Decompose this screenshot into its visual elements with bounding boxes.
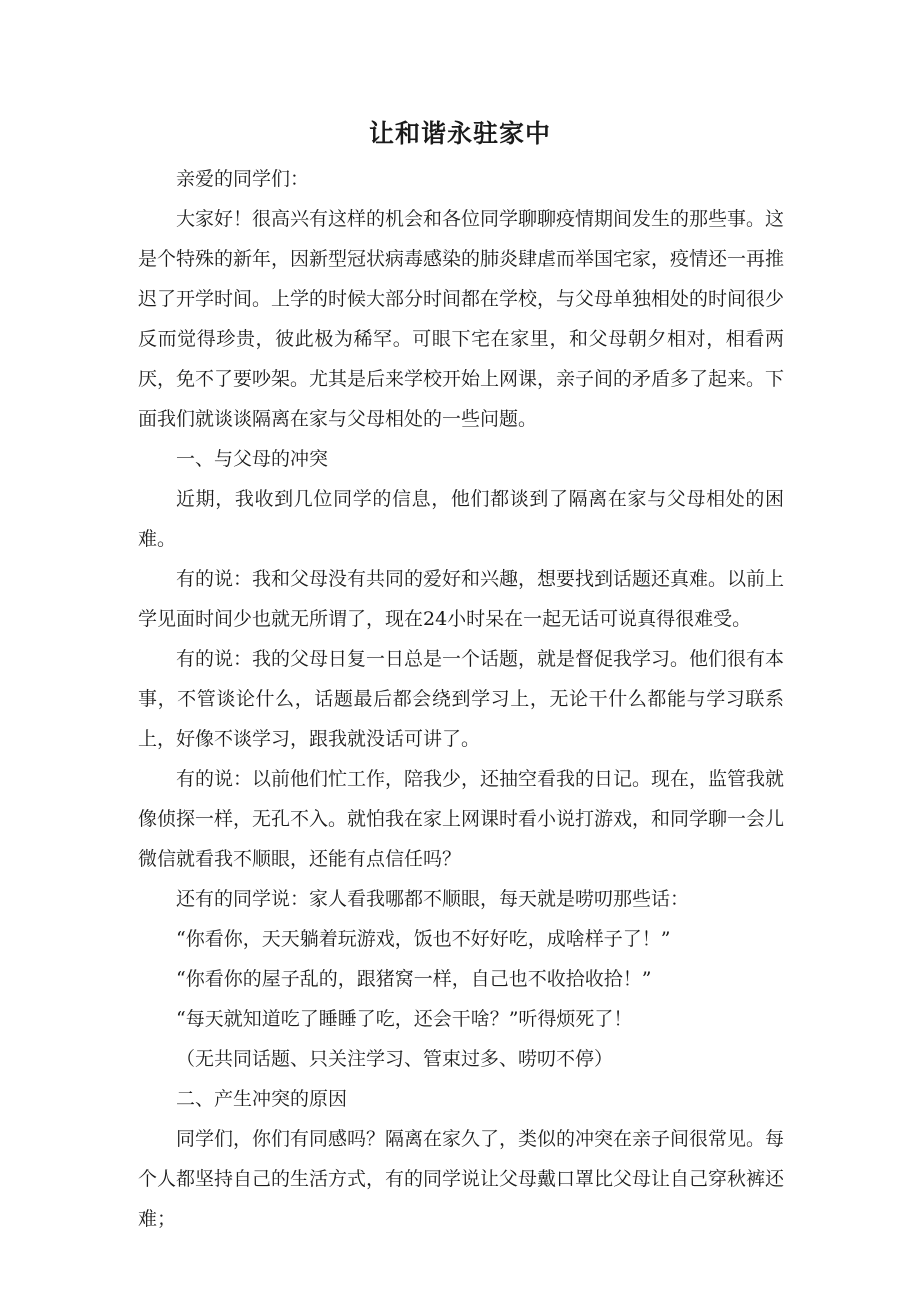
- paragraph: 有的说：以前他们忙工作，陪我少，还抽空看我的日记。现在，监管我就像侦探一样，无孔不入。就怕我在家上网课时看小说打游戏，和同学聊一会儿微信就看我不顺眼，还能有点信任吗？: [138, 768, 785, 870]
- quote-line: “你看你的屋子乱的，跟猪窝一样，自己也不收拾收拾！”: [176, 968, 652, 990]
- paragraph: 还有的同学说：家人看我哪都不顺眼，每天就是唠叨那些话：: [176, 888, 690, 910]
- section-heading-2: 二、产生冲突的原因: [176, 1088, 348, 1110]
- quote-line: “每天就知道吃了睡睡了吃，还会干啥？”听得烦死了！: [176, 1008, 633, 1030]
- summary-note: （无共同话题、只关注学习、管束过多、唠叨不停）: [176, 1048, 614, 1070]
- paragraph: 同学们，你们有同感吗？隔离在家久了，类似的冲突在亲子间很常见。每个人都坚持自己的生活方式，有的同学说让父母戴口罩比父母让自己穿秋裤还难；: [138, 1128, 785, 1230]
- paragraph: 近期，我收到几位同学的信息，他们都谈到了隔离在家与父母相处的困难。: [138, 488, 784, 550]
- paragraph: 有的说：我的父母日复一日总是一个话题，就是督促我学习。他们很有本事，不管谈论什么，话题最后都会绕到学习上，无论干什么都能与学习联系上，好像不谈学习，跟我就没话可讲了。: [138, 648, 785, 750]
- paragraph-intro: 大家好！很高兴有这样的机会和各位同学聊聊疫情期间发生的那些事。这是个特殊的新年，因新型冠状病毒感染的肺炎肆虐而举国宅家，疫情还一再推迟了开学时间。上学的时候大部分时间都在学校，与父母单独相处的时间很少反而觉得珍贵，彼此极为稀罕。可眼下宅在家里，和父母朝夕相对，相看两厌，免不了要吵架。尤其是后来学校开始上网课，亲子间的矛盾多了起来。下面我们就谈谈隔离在家与父母相处的一些问题。: [138, 208, 785, 430]
- document-body: [138, 159, 784, 1239]
- paragraph: 有的说：我和父母没有共同的爱好和兴趣，想要找到话题还真难。以前上学见面时间少也就无所谓了，现在24小时呆在一起无话可说真得很难受。: [138, 568, 785, 630]
- section-heading-1: 一、与父母的冲突: [176, 448, 329, 470]
- document-title: 让和谐永驻家中: [368, 119, 551, 148]
- quote-line: “你看你，天天躺着玩游戏，饭也不好好吃，成啥样子了！”: [176, 928, 671, 950]
- salutation: 亲爱的同学们：: [176, 168, 310, 190]
